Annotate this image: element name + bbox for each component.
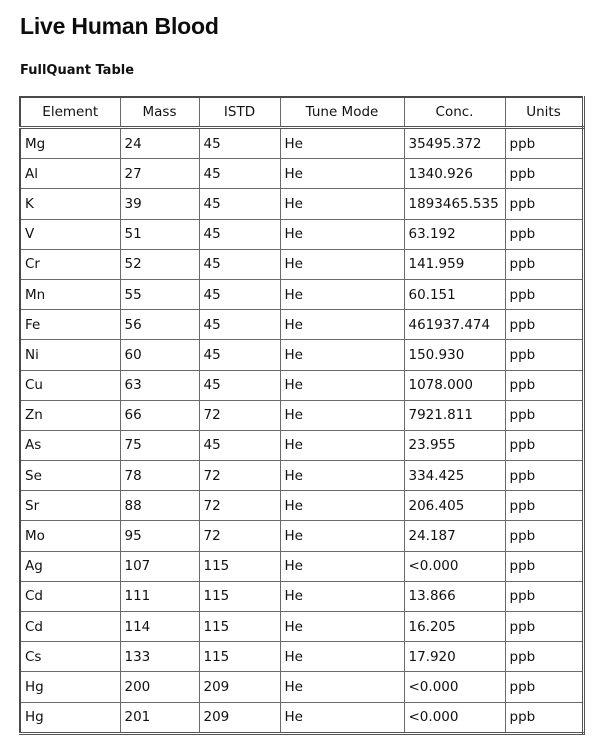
tune-mode-cell: He [280, 128, 404, 159]
conc-cell: 141.959 [404, 249, 505, 279]
units-cell: ppb [505, 128, 583, 159]
istd-cell: 115 [199, 642, 280, 672]
istd-cell: 45 [199, 340, 280, 370]
istd-cell: 72 [199, 400, 280, 430]
tune-mode-cell: He [280, 279, 404, 309]
istd-cell: 115 [199, 612, 280, 642]
units-cell: ppb [505, 249, 583, 279]
element-cell: Zn [20, 400, 120, 430]
tune-mode-cell: He [280, 702, 404, 733]
table-row [20, 249, 583, 279]
conc-cell: 16.205 [404, 612, 505, 642]
conc-cell: 334.425 [404, 461, 505, 491]
mass-cell: 60 [120, 340, 199, 370]
conc-cell: 7921.811 [404, 400, 505, 430]
conc-cell: 1078.000 [404, 370, 505, 400]
units-cell: ppb [505, 159, 583, 189]
element-cell: As [20, 430, 120, 460]
istd-cell: 45 [199, 279, 280, 309]
conc-cell: 60.151 [404, 279, 505, 309]
units-cell: ppb [505, 189, 583, 219]
istd-cell: 45 [199, 128, 280, 159]
istd-cell: 45 [199, 219, 280, 249]
element-cell: Cd [20, 581, 120, 611]
units-cell: ppb [505, 461, 583, 491]
conc-cell: <0.000 [404, 702, 505, 733]
tune-mode-cell: He [280, 370, 404, 400]
table-header-row [20, 97, 583, 128]
istd-cell: 45 [199, 430, 280, 460]
conc-cell: <0.000 [404, 551, 505, 581]
tune-mode-cell: He [280, 642, 404, 672]
mass-cell: 27 [120, 159, 199, 189]
tune-mode-cell: He [280, 189, 404, 219]
tune-mode-cell: He [280, 551, 404, 581]
tune-mode-cell: He [280, 430, 404, 460]
tune-mode-cell: He [280, 461, 404, 491]
units-cell: ppb [505, 702, 583, 733]
istd-cell: 72 [199, 521, 280, 551]
istd-cell: 115 [199, 581, 280, 611]
units-cell: ppb [505, 551, 583, 581]
table-row [20, 551, 583, 581]
table-row [20, 521, 583, 551]
table-row [20, 219, 583, 249]
units-cell: ppb [505, 491, 583, 521]
mass-cell: 95 [120, 521, 199, 551]
conc-cell: 24.187 [404, 521, 505, 551]
table-row [20, 128, 583, 159]
column-header-mass: Mass [120, 97, 199, 128]
mass-cell: 63 [120, 370, 199, 400]
tune-mode-cell: He [280, 491, 404, 521]
tune-mode-cell: He [280, 310, 404, 340]
tune-mode-cell: He [280, 219, 404, 249]
element-cell: Se [20, 461, 120, 491]
conc-cell: 1340.926 [404, 159, 505, 189]
column-header-istd: ISTD [199, 97, 280, 128]
column-header-conc: Conc. [404, 97, 505, 128]
units-cell: ppb [505, 430, 583, 460]
units-cell: ppb [505, 279, 583, 309]
table-row [20, 612, 583, 642]
tune-mode-cell: He [280, 521, 404, 551]
tune-mode-cell: He [280, 612, 404, 642]
units-cell: ppb [505, 581, 583, 611]
element-cell: Ni [20, 340, 120, 370]
table-row [20, 642, 583, 672]
istd-cell: 209 [199, 672, 280, 702]
element-cell: Cu [20, 370, 120, 400]
mass-cell: 78 [120, 461, 199, 491]
units-cell: ppb [505, 340, 583, 370]
section-heading: FullQuant Table [20, 63, 135, 78]
mass-cell: 200 [120, 672, 199, 702]
istd-cell: 45 [199, 249, 280, 279]
table-row [20, 159, 583, 189]
istd-cell: 45 [199, 189, 280, 219]
element-cell: Hg [20, 672, 120, 702]
table-row [20, 310, 583, 340]
tune-mode-cell: He [280, 581, 404, 611]
mass-cell: 75 [120, 430, 199, 460]
table-row [20, 340, 583, 370]
mass-cell: 51 [120, 219, 199, 249]
tune-mode-cell: He [280, 400, 404, 430]
element-cell: Fe [20, 310, 120, 340]
mass-cell: 55 [120, 279, 199, 309]
element-cell: Cr [20, 249, 120, 279]
column-header-units: Units [505, 97, 583, 128]
page-title: Live Human Blood [20, 13, 219, 39]
istd-cell: 72 [199, 491, 280, 521]
conc-cell: 150.930 [404, 340, 505, 370]
element-cell: Sr [20, 491, 120, 521]
fullquant-table [19, 96, 585, 735]
units-cell: ppb [505, 400, 583, 430]
units-cell: ppb [505, 370, 583, 400]
istd-cell: 45 [199, 159, 280, 189]
mass-cell: 52 [120, 249, 199, 279]
mass-cell: 24 [120, 128, 199, 159]
mass-cell: 88 [120, 491, 199, 521]
units-cell: ppb [505, 521, 583, 551]
tune-mode-cell: He [280, 672, 404, 702]
table-row [20, 672, 583, 702]
mass-cell: 114 [120, 612, 199, 642]
mass-cell: 39 [120, 189, 199, 219]
table-row [20, 189, 583, 219]
tune-mode-cell: He [280, 340, 404, 370]
element-cell: V [20, 219, 120, 249]
column-header-element: Element [20, 97, 120, 128]
units-cell: ppb [505, 672, 583, 702]
units-cell: ppb [505, 219, 583, 249]
element-cell: K [20, 189, 120, 219]
element-cell: Mo [20, 521, 120, 551]
element-cell: Cd [20, 612, 120, 642]
conc-cell: <0.000 [404, 672, 505, 702]
table-body [20, 128, 583, 734]
mass-cell: 107 [120, 551, 199, 581]
element-cell: Al [20, 159, 120, 189]
element-cell: Mg [20, 128, 120, 159]
element-cell: Mn [20, 279, 120, 309]
table-row [20, 702, 583, 733]
element-cell: Ag [20, 551, 120, 581]
conc-cell: 63.192 [404, 219, 505, 249]
units-cell: ppb [505, 310, 583, 340]
element-cell: Hg [20, 702, 120, 733]
table-row [20, 491, 583, 521]
conc-cell: 35495.372 [404, 128, 505, 159]
istd-cell: 115 [199, 551, 280, 581]
mass-cell: 56 [120, 310, 199, 340]
units-cell: ppb [505, 642, 583, 672]
tune-mode-cell: He [280, 249, 404, 279]
column-header-tune-mode: Tune Mode [280, 97, 404, 128]
table-row [20, 370, 583, 400]
conc-cell: 23.955 [404, 430, 505, 460]
mass-cell: 133 [120, 642, 199, 672]
istd-cell: 45 [199, 370, 280, 400]
conc-cell: 17.920 [404, 642, 505, 672]
mass-cell: 201 [120, 702, 199, 733]
table-row [20, 430, 583, 460]
istd-cell: 72 [199, 461, 280, 491]
istd-cell: 45 [199, 310, 280, 340]
fullquant-table-container [19, 96, 582, 735]
istd-cell: 209 [199, 702, 280, 733]
table-row [20, 461, 583, 491]
table-row [20, 400, 583, 430]
conc-cell: 206.405 [404, 491, 505, 521]
tune-mode-cell: He [280, 159, 404, 189]
table-row [20, 279, 583, 309]
element-cell: Cs [20, 642, 120, 672]
conc-cell: 13.866 [404, 581, 505, 611]
conc-cell: 461937.474 [404, 310, 505, 340]
mass-cell: 66 [120, 400, 199, 430]
conc-cell: 1893465.535 [404, 189, 505, 219]
mass-cell: 111 [120, 581, 199, 611]
table-row [20, 581, 583, 611]
units-cell: ppb [505, 612, 583, 642]
